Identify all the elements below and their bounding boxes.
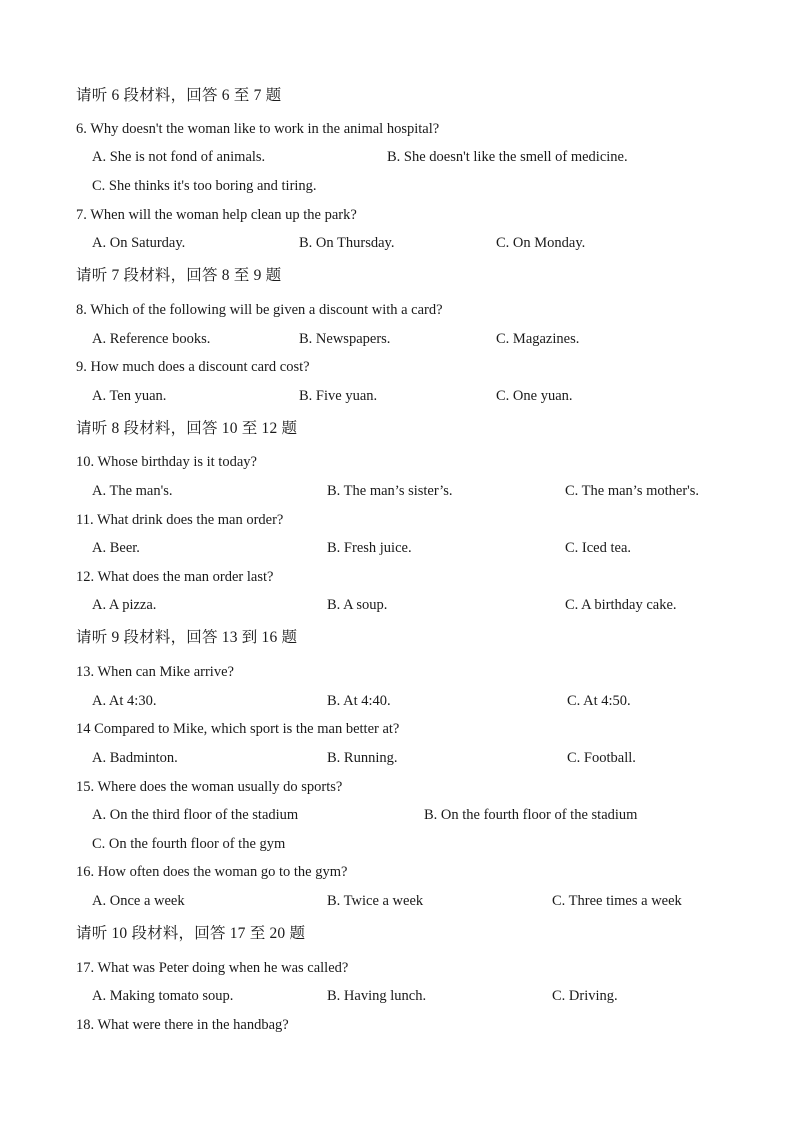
option-c: C. She thinks it's too boring and tiring.	[92, 178, 317, 194]
question-text: 7. When will the woman help clean up the park?	[76, 207, 357, 223]
option-c: C. On Monday.	[496, 235, 586, 251]
option-b: B. Fresh juice.	[327, 540, 412, 556]
option-c: C. Driving.	[552, 988, 618, 1004]
option-a: A. A pizza.	[92, 597, 157, 613]
question-text: 17. What was Peter doing when he was called?	[76, 960, 349, 976]
question-text: 12. What does the man order last?	[76, 569, 274, 585]
option-a: A. Once a week	[92, 893, 185, 909]
option-b: B. Having lunch.	[327, 988, 427, 1004]
question-text: 10. Whose birthday is it today?	[76, 454, 257, 470]
question-text: 14 Compared to Mike, which sport is the man better at?	[76, 721, 400, 737]
option-c: C. Three times a week	[552, 893, 682, 909]
question-text: 8. Which of the following will be given a discount with a card?	[76, 302, 443, 318]
question-text: 18. What were there in the handbag?	[76, 1017, 289, 1033]
option-b: B. Twice a week	[327, 893, 424, 909]
option-b: B. On the fourth floor of the stadium	[424, 807, 638, 823]
section-heading: 请听 9 段材料，回答 13 到 16 题	[76, 629, 298, 646]
section-heading: 请听 8 段材料，回答 10 至 12 题	[76, 420, 298, 437]
option-a: A. She is not fond of animals.	[92, 149, 266, 165]
option-b: B. Newspapers.	[299, 331, 391, 347]
option-b: B. She doesn't like the smell of medicine.	[387, 149, 628, 165]
option-a: A. On Saturday.	[92, 235, 186, 251]
option-a: A. Ten yuan.	[92, 388, 167, 404]
option-c: C. On the fourth floor of the gym	[92, 836, 286, 852]
option-a: A. At 4:30.	[92, 693, 157, 709]
question-text: 6. Why doesn't the woman like to work in the animal hospital?	[76, 121, 440, 137]
option-b: B. The man’s sister’s.	[327, 483, 453, 499]
option-c: C. The man’s mother's.	[565, 483, 700, 499]
option-c: C. Iced tea.	[565, 540, 632, 556]
option-c: C. At 4:50.	[567, 693, 631, 709]
option-b: B. Five yuan.	[299, 388, 378, 404]
option-c: C. Football.	[567, 750, 636, 766]
option-a: A. Beer.	[92, 540, 140, 556]
option-c: C. One yuan.	[496, 388, 573, 404]
option-a: A. Badminton.	[92, 750, 178, 766]
option-b: B. Running.	[327, 750, 398, 766]
question-text: 9. How much does a discount card cost?	[76, 359, 310, 375]
question-text: 16. How often does the woman go to the gym?	[76, 864, 348, 880]
option-a: A. Making tomato soup.	[92, 988, 234, 1004]
section-heading: 请听 7 段材料，回答 8 至 9 题	[76, 267, 282, 284]
option-a: A. Reference books.	[92, 331, 211, 347]
option-b: B. A soup.	[327, 597, 388, 613]
option-b: B. On Thursday.	[299, 235, 395, 251]
question-text: 15. Where does the woman usually do sports?	[76, 779, 343, 795]
option-c: C. Magazines.	[496, 331, 580, 347]
question-text: 13. When can Mike arrive?	[76, 664, 234, 680]
option-c: C. A birthday cake.	[565, 597, 677, 613]
option-a: A. On the third floor of the stadium	[92, 807, 299, 823]
question-text: 11. What drink does the man order?	[76, 512, 284, 528]
section-heading: 请听 6 段材料，回答 6 至 7 题	[76, 87, 282, 104]
section-heading: 请听 10 段材料，回答 17 至 20 题	[76, 925, 306, 942]
option-b: B. At 4:40.	[327, 693, 391, 709]
option-a: A. The man's.	[92, 483, 173, 499]
